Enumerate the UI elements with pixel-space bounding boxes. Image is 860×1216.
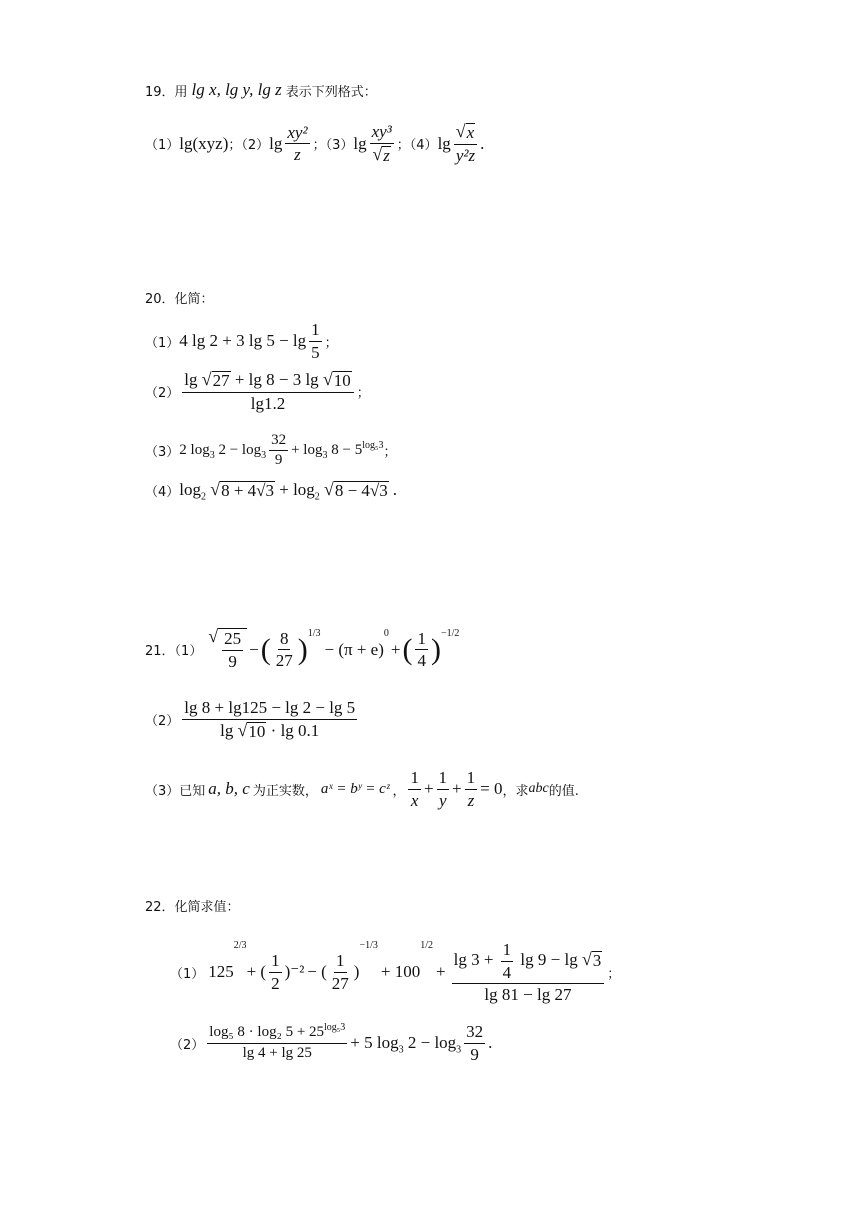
q21-part2: （2） lg 8 + lg125 − lg 2 − lg 5 lg √ 10 · lg 0.1 [145, 698, 356, 741]
q19-title-end: 表示下列格式： [285, 84, 377, 100]
q22-part1: （1） 125 2/3 + ( $\frac{1}{2}$ )⁻² − ( $\frac{1}{27}$ ) −1/3 + 100 1/2 + lg 3 + $\frac{1}{4}$ lg 9 − lg √ 3 lg 81 − lg 27 ； [170, 940, 621, 1005]
q22-title: 22．化简求值： [145, 900, 240, 915]
q19-part3-label: ；（3） [312, 138, 354, 154]
q19-expr3-frac: xy³ √ z [371, 122, 392, 165]
q19-title-line [145, 80, 377, 100]
q20-part3: （3） 2 $\log_3 2 - \log_3$ $\frac{32}{9}$ + $\log_3 8 - 5^{log_53}$ ； [145, 432, 397, 469]
q20-part2: （2） lg √ 27 + lg 8 − 3 lg √ 10 lg1.2 ； [145, 369, 370, 413]
q19-expr2-frac: $\frac{\text{xy²}}{z}$ [287, 122, 308, 165]
q19-expr-line: （1） lg(xyz) ；（2） lg $\frac{\text{xy²}}{z}$ ；（3） lg xy³ √ z ；（4） lg √ x y²z . [145, 121, 485, 165]
q19-expr3-lg: lg [353, 133, 367, 153]
q19-vars: lg x, lg y, lg z [191, 80, 282, 99]
q21-part3: （3）已知 a, b, c 为正实数， aˣ = bʸ = cᶻ ， $\frac{1}{x}$ + $\frac{1}{y}$ + $\frac{1}{z}$ = 0 ，求 abc 的值. [145, 768, 579, 810]
q22-part2: （2） $\frac{\log_5 8 \cdot \log_2 5 + 25^{log_53}}{\lg 4 + \lg 25}$ + 5 $\log_3 2 - \log_3$ $\frac{32}{9}$ . [170, 1022, 493, 1064]
q19-title: 19．用 [145, 84, 188, 100]
q19-expr1: lg(xyz) [179, 133, 229, 153]
q19-part1-label: （1） [145, 138, 180, 154]
q20-part4: （4） $\log_2$ √ 8 + 4√3 + $\log_2$ √ 8 − 4√3 . [145, 479, 398, 503]
q20-title: 20．化简： [145, 292, 214, 307]
q19-part2-label: ；（2） [228, 138, 270, 154]
q19-part4-label: ；（4） [396, 138, 438, 154]
q21-part1: 21．（1） √ $\frac{25}{9}$ − ( $\frac{8}{27}$ ) 1/3 − (π + e) 0 + ( $\frac{1}{4}$ ) −1/2 [145, 626, 460, 671]
q19-expr2-lg: lg [269, 133, 283, 153]
q19-expr4-lg: lg [437, 133, 451, 153]
q19-expr4-frac: √ x y²z [454, 122, 477, 165]
q20-part1: （1） 4 lg 2 + 3 lg 5 − lg $\frac{1}{5}$ ； [145, 320, 338, 362]
